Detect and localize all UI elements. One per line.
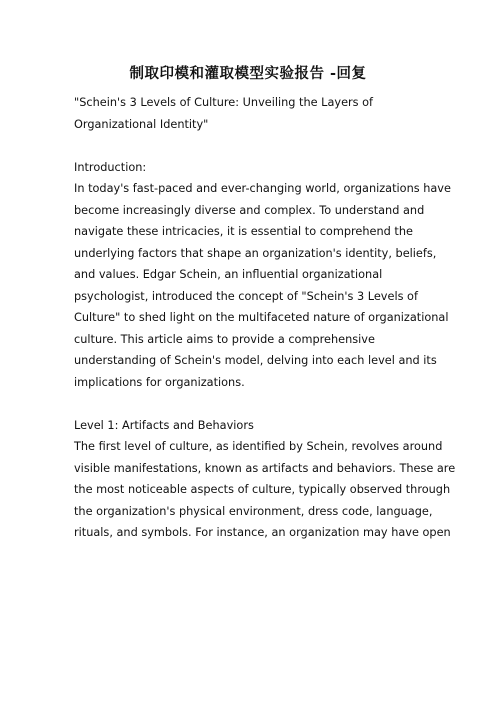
level1-line: the most noticeable aspects of culture, typically observed through xyxy=(74,483,451,496)
introduction-line: underlying factors that shape an organization's identity, beliefs, xyxy=(74,246,437,260)
introduction-line: psychologist, introduced the concept of "Schein's 3 Levels of xyxy=(74,289,418,303)
document-title: 制取印模和灌取模型实验报告 -回复 xyxy=(129,66,367,82)
level1-line: the organization's physical environment, dress code, language, xyxy=(74,504,433,518)
paragraph-spacer xyxy=(74,393,434,415)
introduction-line: implications for organizations. xyxy=(74,375,245,389)
introduction-line: Culture" to shed light on the multifaceted nature of organizational xyxy=(74,311,449,324)
introduction-line: navigate these intricacies, it is essential to comprehend the xyxy=(74,225,413,238)
introduction-line: become increasingly diverse and complex. To understand and xyxy=(74,203,425,217)
introduction-line: and values. Edgar Schein, an influential organizational xyxy=(74,268,383,281)
introduction-line: culture. This article aims to provide a comprehensive xyxy=(74,332,375,346)
quote-title-line-2: Organizational Identity" xyxy=(74,117,209,131)
level1-line: The first level of culture, as identified by Schein, revolves around xyxy=(74,440,443,453)
introduction-line: understanding of Schein's model, delving into each level and its xyxy=(74,354,437,367)
introduction-heading: Introduction: xyxy=(74,160,147,174)
introduction-line: In today's fast-paced and ever-changing world, organizations have xyxy=(74,182,451,195)
quote-title-line-1: "Schein's 3 Levels of Culture: Unveiling the Layers of xyxy=(74,96,374,109)
document-body xyxy=(74,92,456,544)
paragraph-spacer xyxy=(74,135,434,157)
level1-line: rituals, and symbols. For instance, an organization may have open xyxy=(74,526,451,539)
level1-line: visible manifestations, known as artifacts and behaviors. These are xyxy=(74,461,456,475)
level1-heading: Level 1: Artifacts and Behaviors xyxy=(74,418,254,432)
